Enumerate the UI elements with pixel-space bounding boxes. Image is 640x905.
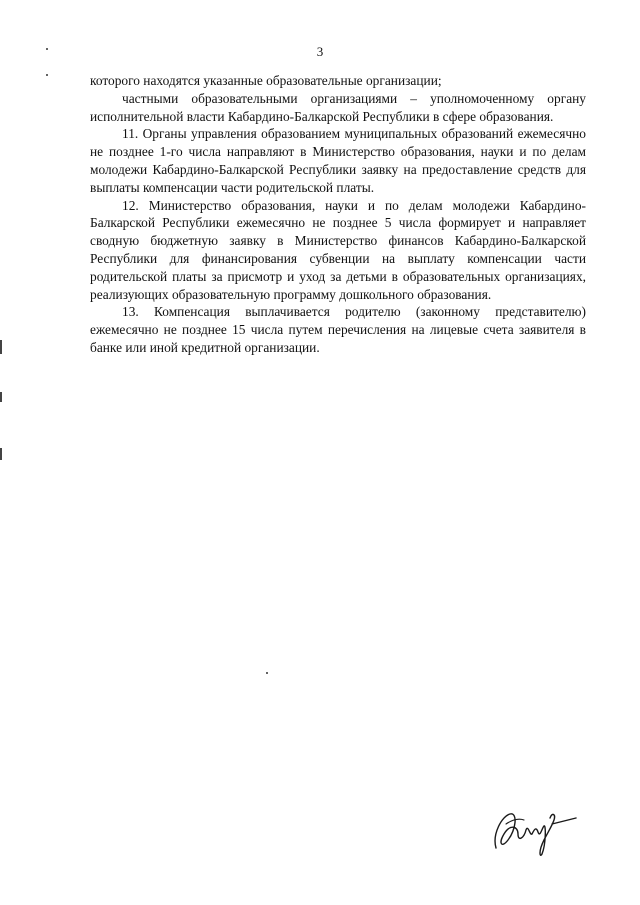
paragraph-13: 13. Компенсация выплачивается родителю (законному представителю) ежемесячно не позднее 15 числа путем перечисления на лицевые счета заявителя в банке или иной кредитной организации. <box>90 304 586 355</box>
document-body <box>90 72 586 357</box>
paragraph-private-organizations: частными образовательными организациями – уполномоченному органу исполнительной власти Кабардино-Балкарской Республики в сфере образования. <box>90 90 586 124</box>
paragraph-11: 11. Органы управления образованием муниципальных образований ежемесячно не позднее 1-го числа направляют в Министерство образования, науки и по делам молодежи Кабардино-Балкарской Республики заявку на предоставление средств для выплаты компенсации части родительской платы. <box>90 126 586 195</box>
scan-speck <box>266 672 268 674</box>
scan-edge-mark <box>0 448 2 460</box>
scan-edge-mark <box>0 392 2 402</box>
scan-speck <box>46 48 48 50</box>
scan-speck <box>46 74 48 76</box>
scan-edge-mark <box>0 340 2 354</box>
page-number: 3 <box>316 44 324 59</box>
paragraph-continuation: которого находятся указанные образовательные организации; <box>90 73 442 88</box>
paragraph-12: 12. Министерство образования, науки и по делам молодежи Кабардино-Балкарской Республики ежемесячно не позднее 5 числа формирует и направляет сводную бюджетную заявку в Министерство финансов Кабардино-Балкарской Республики для финансирования субвенции на выплату компенсации части родительской платы за присмотр и уход за детьми в образовательных организациях, реализующих образовательную программу дошкольного образования. <box>90 197 586 302</box>
handwritten-signature-icon <box>488 804 580 860</box>
